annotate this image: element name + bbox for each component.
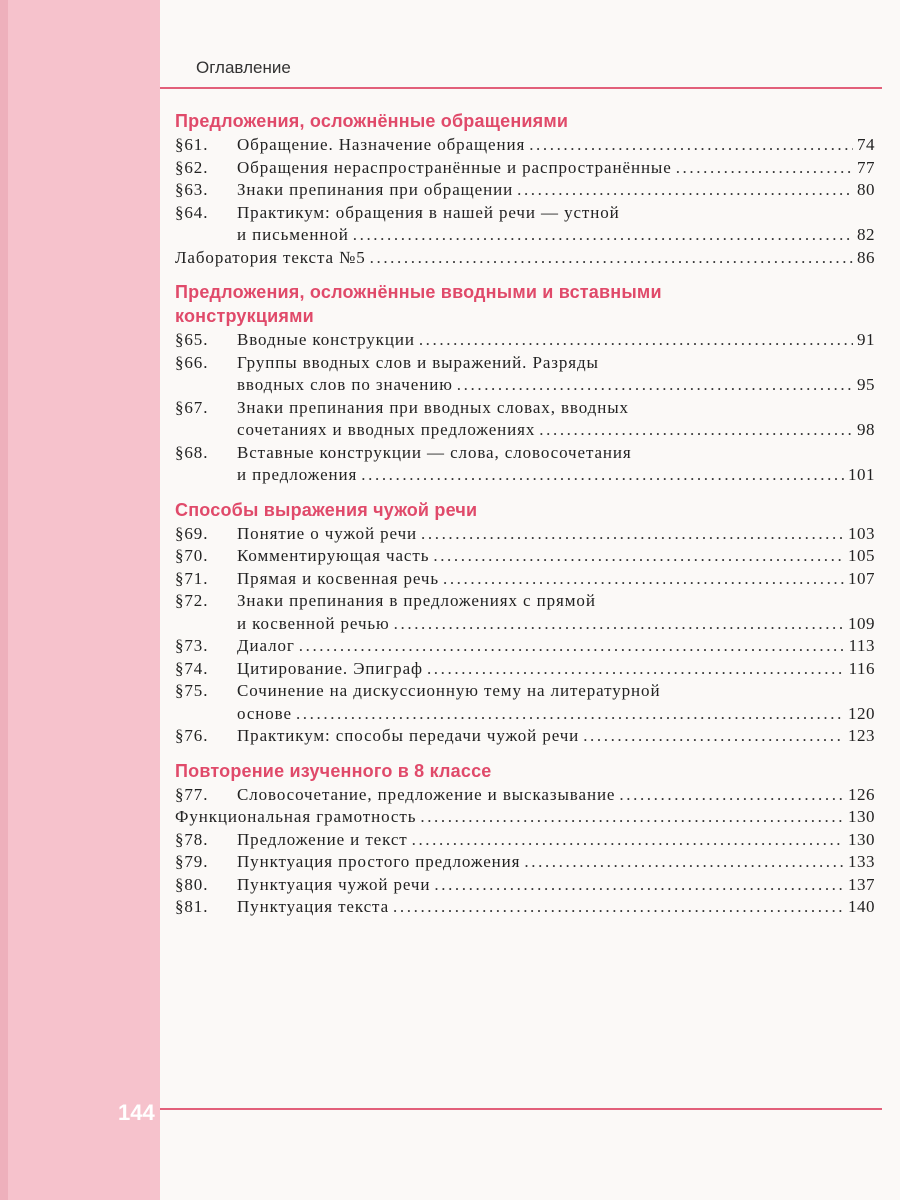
toc-section bbox=[175, 281, 875, 487]
paragraph-number: §74. bbox=[175, 658, 209, 678]
entry-title: Понятие о чужой речи bbox=[237, 523, 418, 543]
entry-title: основе bbox=[237, 703, 292, 723]
paragraph-number: §63. bbox=[175, 180, 209, 199]
page-number: 144 bbox=[118, 1100, 155, 1125]
entry-title: Прямая и косвенная речь bbox=[237, 568, 439, 588]
dot-leader bbox=[539, 419, 853, 442]
dot-leader bbox=[427, 658, 845, 681]
entry-title: вводных слов по значению bbox=[237, 375, 453, 394]
dot-leader bbox=[419, 329, 853, 352]
dot-leader bbox=[299, 635, 845, 658]
margin-strip-edge bbox=[0, 0, 8, 1200]
entry-title: и косвенной речью bbox=[237, 613, 390, 633]
paragraph-number: §68. bbox=[175, 442, 209, 462]
toc-section bbox=[175, 110, 875, 269]
entry-title: и предложения bbox=[237, 465, 358, 484]
entry-title: Вводные конструкции bbox=[237, 330, 415, 349]
section-title: Предложения, осложнённые обращениями bbox=[175, 111, 569, 131]
toc-entry[interactable] bbox=[175, 202, 875, 247]
section-title: конструкциями bbox=[175, 306, 314, 326]
entry-title: Знаки препинания в предложениях с прямой bbox=[237, 591, 596, 610]
toc-entry[interactable] bbox=[175, 658, 875, 681]
dot-leader bbox=[361, 464, 844, 487]
dot-leader bbox=[420, 806, 844, 829]
entry-page-number: 77 bbox=[857, 157, 875, 177]
entry-title: Пунктуация простого предложения bbox=[237, 852, 521, 871]
entry-title: Пунктуация текста bbox=[237, 897, 390, 916]
footer-rule bbox=[160, 1108, 882, 1110]
toc-entry[interactable] bbox=[175, 725, 875, 748]
paragraph-number: §71. bbox=[175, 568, 209, 588]
entry-title: Обращения нераспространённые и распространённые bbox=[237, 157, 672, 177]
section-title: Повторение изученного в 8 классе bbox=[175, 760, 492, 781]
dot-leader bbox=[529, 134, 853, 157]
dot-leader bbox=[676, 157, 853, 180]
entry-page-number: 116 bbox=[848, 658, 875, 678]
entry-title: Функциональная грамотность bbox=[175, 807, 417, 826]
entry-title: Комментирующая часть bbox=[237, 546, 430, 565]
paragraph-number: §76. bbox=[175, 726, 209, 745]
paragraph-number: §66. bbox=[175, 352, 209, 372]
toc-entry[interactable] bbox=[175, 352, 875, 397]
entry-title: Лаборатория текста №5 bbox=[175, 247, 366, 267]
toc-section bbox=[175, 499, 875, 748]
entry-title: Сочинение на дискуссионную тему на литературной bbox=[237, 681, 661, 700]
toc-entry[interactable] bbox=[175, 134, 875, 157]
toc-entry[interactable] bbox=[175, 442, 875, 487]
entry-page-number: 137 bbox=[848, 874, 875, 894]
toc-entry[interactable] bbox=[175, 680, 875, 725]
entry-page-number: 133 bbox=[848, 852, 875, 871]
toc-entry[interactable] bbox=[175, 179, 875, 202]
toc-entry[interactable] bbox=[175, 545, 875, 568]
toc-entry[interactable] bbox=[175, 329, 875, 352]
margin-strip bbox=[0, 0, 160, 1200]
paragraph-number: §73. bbox=[175, 636, 209, 655]
entry-title: Цитирование. Эпиграф bbox=[237, 658, 423, 678]
dot-leader bbox=[353, 224, 853, 247]
entry-page-number: 91 bbox=[857, 330, 875, 349]
dot-leader bbox=[443, 568, 844, 591]
dot-leader bbox=[517, 179, 853, 202]
entry-title: и письменной bbox=[237, 225, 349, 244]
toc-section bbox=[175, 760, 875, 919]
entry-title: Группы вводных слов и выражений. Разряды bbox=[237, 352, 599, 372]
entry-page-number: 82 bbox=[857, 225, 875, 244]
paragraph-number: §69. bbox=[175, 523, 209, 543]
paragraph-number: §79. bbox=[175, 852, 209, 871]
paragraph-number: §64. bbox=[175, 202, 209, 222]
entry-page-number: 120 bbox=[848, 703, 875, 723]
dot-leader bbox=[433, 545, 844, 568]
entry-page-number: 109 bbox=[848, 613, 875, 633]
entry-page-number: 98 bbox=[857, 420, 875, 439]
dot-leader bbox=[370, 247, 853, 270]
toc-entry[interactable] bbox=[175, 247, 875, 270]
toc-entry[interactable] bbox=[175, 784, 875, 807]
entry-title: Вставные конструкции — слова, словосочетания bbox=[237, 442, 632, 462]
section-title: Предложения, осложнённые вводными и вставными bbox=[175, 282, 662, 302]
entry-page-number: 101 bbox=[848, 465, 875, 484]
toc-entry[interactable] bbox=[175, 829, 875, 852]
entry-title: Диалог bbox=[237, 636, 295, 655]
toc-entry[interactable] bbox=[175, 397, 875, 442]
dot-leader bbox=[296, 703, 844, 726]
entry-title: Практикум: способы передачи чужой речи bbox=[237, 726, 580, 745]
entry-page-number: 140 bbox=[848, 897, 875, 916]
toc-entry[interactable] bbox=[175, 851, 875, 874]
toc-entry[interactable] bbox=[175, 806, 875, 829]
entry-title: Пунктуация чужой речи bbox=[237, 874, 431, 894]
dot-leader bbox=[394, 613, 844, 636]
toc-entry[interactable] bbox=[175, 568, 875, 591]
entry-page-number: 130 bbox=[848, 807, 875, 826]
toc-entry[interactable] bbox=[175, 874, 875, 897]
entry-title: сочетаниях и вводных предложениях bbox=[237, 420, 536, 439]
entry-title: Обращение. Назначение обращения bbox=[237, 135, 526, 154]
entry-title: Словосочетание, предложение и высказывание bbox=[237, 784, 616, 804]
dot-leader bbox=[393, 896, 844, 919]
dot-leader bbox=[412, 829, 844, 852]
paragraph-number: §61. bbox=[175, 135, 209, 154]
dot-leader bbox=[524, 851, 844, 874]
entry-page-number: 126 bbox=[848, 784, 875, 804]
entry-page-number: 123 bbox=[848, 726, 875, 745]
dot-leader bbox=[583, 725, 844, 748]
toc-entry[interactable] bbox=[175, 635, 875, 658]
entry-title: Знаки препинания при обращении bbox=[237, 180, 514, 199]
dot-leader bbox=[457, 374, 853, 397]
entry-title: Практикум: обращения в нашей речи — устной bbox=[237, 202, 620, 222]
paragraph-number: §81. bbox=[175, 897, 209, 916]
paragraph-number: §77. bbox=[175, 784, 209, 804]
entry-page-number: 105 bbox=[848, 546, 875, 565]
paragraph-number: §78. bbox=[175, 829, 209, 849]
running-head: Оглавление bbox=[196, 58, 291, 77]
entry-page-number: 107 bbox=[848, 568, 875, 588]
paragraph-number: §80. bbox=[175, 874, 209, 894]
section-title: Способы выражения чужой речи bbox=[175, 499, 478, 520]
dot-leader bbox=[434, 874, 844, 897]
paragraph-number: §72. bbox=[175, 591, 209, 610]
paragraph-number: §62. bbox=[175, 157, 209, 177]
paragraph-number: §75. bbox=[175, 681, 209, 700]
header-rule bbox=[160, 87, 882, 89]
entry-page-number: 86 bbox=[857, 247, 875, 267]
entry-page-number: 130 bbox=[848, 829, 875, 849]
entry-title: Знаки препинания при вводных словах, вводных bbox=[237, 397, 629, 417]
entry-title: Предложение и текст bbox=[237, 829, 408, 849]
paragraph-number: §67. bbox=[175, 397, 209, 417]
paragraph-number: §70. bbox=[175, 546, 209, 565]
entry-page-number: 80 bbox=[857, 180, 875, 199]
toc-entry[interactable] bbox=[175, 157, 875, 180]
paragraph-number: §65. bbox=[175, 330, 209, 349]
toc-entry[interactable] bbox=[175, 590, 875, 635]
toc-entry[interactable] bbox=[175, 896, 875, 919]
dot-leader bbox=[421, 523, 844, 546]
entry-page-number: 74 bbox=[857, 135, 875, 154]
entry-page-number: 103 bbox=[848, 523, 875, 543]
table-of-contents bbox=[175, 110, 875, 931]
entry-page-number: 113 bbox=[848, 636, 875, 655]
toc-entry[interactable] bbox=[175, 523, 875, 546]
dot-leader bbox=[619, 784, 844, 807]
entry-page-number: 95 bbox=[857, 375, 875, 394]
